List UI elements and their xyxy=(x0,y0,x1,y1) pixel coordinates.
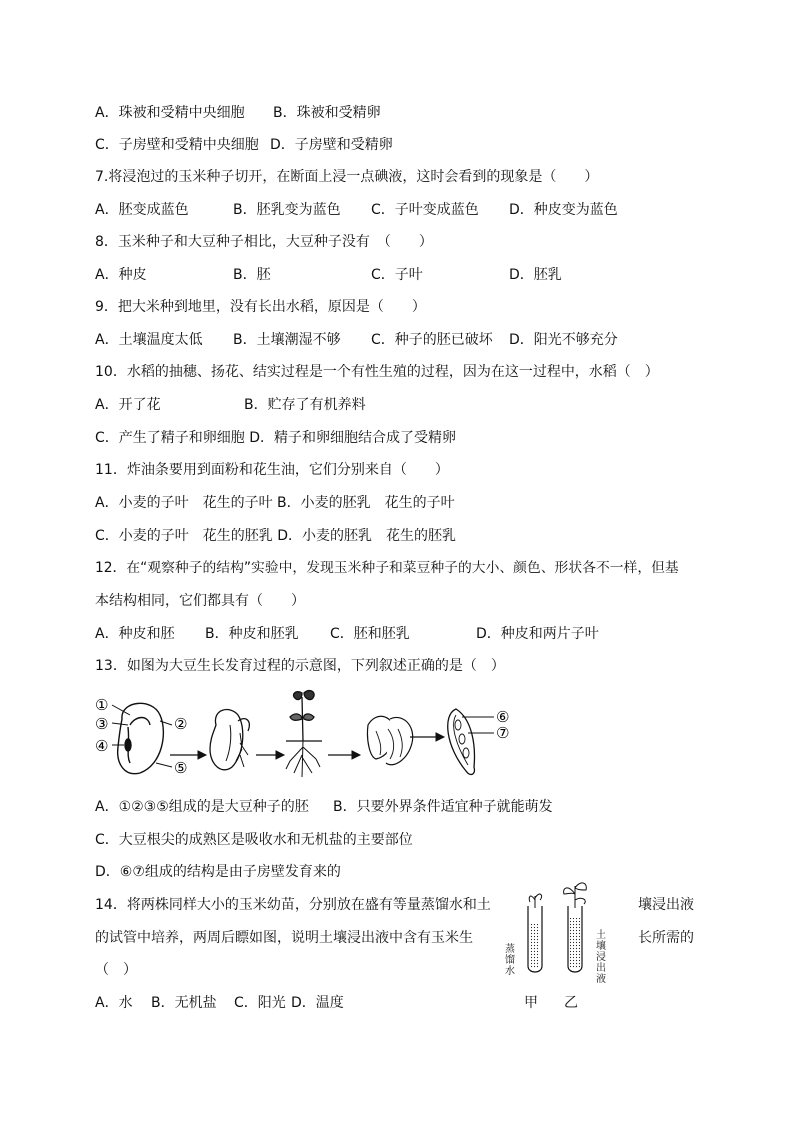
arrow-icon xyxy=(170,751,206,759)
label-4: ④ xyxy=(95,737,109,755)
q7-option-a: A．胚变成蓝色 xyxy=(95,202,189,218)
q11-options-ab: A．小麦的子叶 花生的子叶 B．小麦的胚乳 花生的子叶 xyxy=(95,495,455,511)
q12-option-a: A．种皮和胚 xyxy=(95,626,175,642)
arrow-icon xyxy=(256,751,284,759)
q13-option-b: B．只要外界条件适宜种子就能萌发 xyxy=(333,799,553,815)
soybean-seed-figure xyxy=(112,703,172,773)
q13-option-c: C．大豆根尖的成熟区是吸收水和无机盐的主要部位 xyxy=(95,832,413,848)
soybean-growth-diagram xyxy=(90,685,530,785)
tube-left-label: 蒸馏水 xyxy=(505,944,515,977)
q11-options-cd: C．小麦的子叶 花生的胚乳 D．小麦的胚乳 花生的胚乳 xyxy=(95,528,457,544)
arrow-icon xyxy=(410,733,444,741)
q11-stem: 11．炸油条要用到面粉和花生油，它们分别来自（ ） xyxy=(95,462,449,478)
test-tube-right xyxy=(564,883,587,972)
arrow-icon xyxy=(328,751,360,759)
q9-option-d: D．阳光不够充分 xyxy=(509,332,618,348)
q12-option-c: C．胚和胚乳 xyxy=(330,626,410,642)
q8-option-a: A．种皮 xyxy=(95,267,147,283)
label-3: ③ xyxy=(95,715,109,733)
q6-option-d: D．子房壁和受精卵 xyxy=(270,137,393,153)
q14-option-c: C．阳光 xyxy=(234,995,286,1011)
q10-options-cd: C．产生了精子和卵细胞 D．精子和卵细胞结合成了受精卵 xyxy=(95,430,457,446)
q13-stem: 13．如图为大豆生长发育过程的示意图，下列叙述正确的是（ ） xyxy=(95,658,505,674)
caption-jia: 甲 xyxy=(524,995,538,1011)
q12-option-b: B．种皮和胚乳 xyxy=(205,626,299,642)
tube-right-label: 土壤浸出液 xyxy=(596,930,606,985)
q9-option-b: B．土壤潮湿不够 xyxy=(233,332,341,348)
q13-option-d: D．⑥⑦组成的结构是由子房壁发育来的 xyxy=(95,864,341,880)
germinating-seed-figure xyxy=(210,710,249,770)
q6-option-c: C．子房壁和受精中央细胞 xyxy=(95,137,259,153)
q14-stem-line2-left: 的试管中培养，两周后瞟如图，说明土壤浸出液中含有玉米生 xyxy=(95,930,473,946)
q7-option-d: D．种皮变为蓝色 xyxy=(509,202,618,218)
q7-option-b: B．胚乳变为蓝色 xyxy=(233,202,341,218)
q8-option-c: C．子叶 xyxy=(371,267,423,283)
q14-option-b: B．无机盐 xyxy=(151,995,217,1011)
q10-stem: 10．水稻的抽穗、扬花、结实过程是一个有性生殖的过程，因为在这一过程中，水稻（ ） xyxy=(95,364,659,380)
q12-option-d: D．种皮和两片子叶 xyxy=(476,626,599,642)
caption-yi: 乙 xyxy=(564,995,578,1011)
q14-stem-line2-right: 长所需的 xyxy=(638,930,694,946)
q12-stem-line1: 12．在“观察种子的结构”实验中，发现玉米种子和菜豆种子的大小、颜色、形状各不一样，但基 xyxy=(95,560,679,576)
q8-stem: 8．玉米种子和大豆种子相比，大豆种子没有 （ ） xyxy=(95,234,433,250)
q6-option-a: A．珠被和受精中央细胞 xyxy=(95,105,245,121)
bean-pod-figure xyxy=(448,709,494,774)
label-7: ⑦ xyxy=(496,724,510,742)
q7-option-c: C．子叶变成蓝色 xyxy=(371,202,479,218)
q14-option-a: A．水 xyxy=(95,995,133,1011)
q14-stem-line3: （ ） xyxy=(95,962,137,978)
label-5: ⑤ xyxy=(174,759,188,777)
q9-option-a: A．土壤温度太低 xyxy=(95,332,203,348)
label-2: ② xyxy=(174,715,188,733)
q14-option-d: D．温度 xyxy=(291,995,344,1011)
q9-option-c: C．种子的胚已破坏 xyxy=(371,332,493,348)
label-6: ⑥ xyxy=(496,708,510,726)
test-tube-left xyxy=(528,894,542,972)
q10-option-b: B．贮存了有机养料 xyxy=(244,397,366,413)
label-1: ① xyxy=(95,696,109,714)
q8-option-d: D．胚乳 xyxy=(509,267,562,283)
seedling-figure xyxy=(286,691,322,777)
q14-stem-line1-left: 14．将两株同样大小的玉米幼苗，分别放在盛有等量蒸馏水和土 xyxy=(95,897,491,913)
q8-option-b: B．胚 xyxy=(233,267,271,283)
q12-stem-line2: 本结构相同，它们都具有（ ） xyxy=(95,593,305,609)
flower-figure xyxy=(367,716,412,764)
q10-option-a: A．开了花 xyxy=(95,397,161,413)
q14-stem-line1-right: 壤浸出液 xyxy=(638,897,694,913)
q9-stem: 9．把大米种到地里，没有长出水稻，原因是（ ） xyxy=(95,299,426,315)
q13-option-a: A．①②③⑤组成的是大豆种子的胚 xyxy=(95,799,309,815)
q6-option-b: B．珠被和受精卵 xyxy=(273,105,381,121)
q7-stem: 7.将浸泡过的玉米种子切开，在断面上浸一点碘液，这时会看到的现象是（ ） xyxy=(95,169,599,185)
